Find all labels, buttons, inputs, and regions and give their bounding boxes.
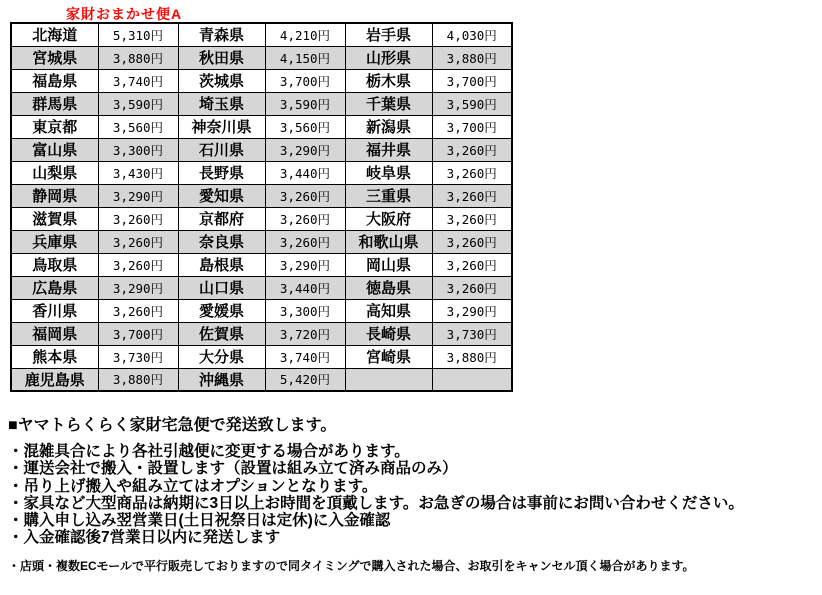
price-cell: 3,290円	[98, 184, 178, 207]
price-cell: 3,300円	[98, 138, 178, 161]
prefecture-cell: 茨城県	[178, 69, 265, 92]
prefecture-cell: 沖縄県	[178, 368, 265, 391]
prefecture-cell: 福島県	[11, 69, 98, 92]
shipping-notes	[8, 416, 818, 574]
price-cell: 3,720円	[265, 322, 345, 345]
shipping-note-bullet: ・運送会社で搬入・設置します（設置は組み立て済み商品のみ）	[8, 460, 458, 478]
prefecture-cell: 栃木県	[345, 69, 432, 92]
table-row	[11, 69, 512, 92]
prefecture-cell: 千葉県	[345, 92, 432, 115]
prefecture-fee-table	[10, 22, 513, 392]
price-cell: 3,700円	[265, 69, 345, 92]
price-cell: 3,880円	[432, 345, 512, 368]
prefecture-cell: 滋賀県	[11, 207, 98, 230]
prefecture-cell: 山梨県	[11, 161, 98, 184]
prefecture-cell: 京都府	[178, 207, 265, 230]
prefecture-cell: 愛媛県	[178, 299, 265, 322]
table-row	[11, 299, 512, 322]
price-cell: 3,260円	[265, 207, 345, 230]
prefecture-cell: 山口県	[178, 276, 265, 299]
price-cell: 3,730円	[98, 345, 178, 368]
prefecture-cell: 岩手県	[345, 23, 432, 46]
prefecture-cell: 北海道	[11, 23, 98, 46]
price-cell: 3,260円	[98, 253, 178, 276]
table-row	[11, 276, 512, 299]
price-cell: 3,740円	[98, 69, 178, 92]
price-cell: 3,260円	[98, 230, 178, 253]
price-cell: 3,700円	[432, 115, 512, 138]
prefecture-cell: 徳島県	[345, 276, 432, 299]
prefecture-cell: 富山県	[11, 138, 98, 161]
price-cell: 3,590円	[265, 92, 345, 115]
price-cell: 3,260円	[432, 184, 512, 207]
prefecture-cell: 鹿児島県	[11, 368, 98, 391]
price-cell: 3,260円	[432, 253, 512, 276]
table-row	[11, 138, 512, 161]
prefecture-cell: 埼玉県	[178, 92, 265, 115]
prefecture-cell: 宮城県	[11, 46, 98, 69]
price-cell: 4,030円	[432, 23, 512, 46]
price-cell: 3,260円	[432, 230, 512, 253]
prefecture-cell: 静岡県	[11, 184, 98, 207]
prefecture-cell: 福岡県	[11, 322, 98, 345]
prefecture-cell: 鳥取県	[11, 253, 98, 276]
price-cell	[432, 368, 512, 391]
prefecture-cell: 岐阜県	[345, 161, 432, 184]
prefecture-cell: 秋田県	[178, 46, 265, 69]
prefecture-cell: 三重県	[345, 184, 432, 207]
price-cell: 5,420円	[265, 368, 345, 391]
prefecture-cell: 兵庫県	[11, 230, 98, 253]
price-cell: 3,260円	[432, 207, 512, 230]
price-cell: 3,260円	[432, 138, 512, 161]
shipping-notes-bullets	[8, 443, 818, 547]
table-row	[11, 345, 512, 368]
price-cell: 3,260円	[432, 276, 512, 299]
price-cell: 4,210円	[265, 23, 345, 46]
price-cell: 3,430円	[98, 161, 178, 184]
prefecture-cell: 大阪府	[345, 207, 432, 230]
prefecture-cell: 香川県	[11, 299, 98, 322]
shipping-note-bullet: ・入金確認後7営業日以内に発送します	[8, 529, 281, 547]
price-cell: 3,290円	[265, 138, 345, 161]
price-cell: 3,300円	[265, 299, 345, 322]
table-row	[11, 207, 512, 230]
table-row	[11, 322, 512, 345]
shipping-note-bullet: ・購入申し込み翌営業日(土日祝祭日は定休)に入金確認	[8, 512, 391, 530]
price-cell: 3,560円	[265, 115, 345, 138]
prefecture-cell: 山形県	[345, 46, 432, 69]
shipping-notes-footnote: ・店頭・複数ECモールで平行販売しておりますので同タイミングで購入された場合、お取引をキャンセル頂く場合があります。	[8, 558, 695, 573]
prefecture-cell	[345, 368, 432, 391]
price-cell: 3,260円	[432, 161, 512, 184]
prefecture-cell: 福井県	[345, 138, 432, 161]
price-cell: 3,290円	[265, 253, 345, 276]
prefecture-cell: 石川県	[178, 138, 265, 161]
shipping-plan-title: 家財おまかせ便A	[66, 6, 183, 22]
prefecture-cell: 佐賀県	[178, 322, 265, 345]
prefecture-cell: 青森県	[178, 23, 265, 46]
price-cell: 3,590円	[98, 92, 178, 115]
price-cell: 3,880円	[98, 46, 178, 69]
price-cell: 3,880円	[98, 368, 178, 391]
prefecture-cell: 長野県	[178, 161, 265, 184]
price-cell: 3,590円	[432, 92, 512, 115]
price-cell: 3,260円	[98, 207, 178, 230]
prefecture-cell: 岡山県	[345, 253, 432, 276]
table-row	[11, 161, 512, 184]
prefecture-cell: 奈良県	[178, 230, 265, 253]
prefecture-cell: 愛知県	[178, 184, 265, 207]
table-row	[11, 368, 512, 391]
table-row	[11, 184, 512, 207]
prefecture-cell: 神奈川県	[178, 115, 265, 138]
prefecture-cell: 長崎県	[345, 322, 432, 345]
price-cell: 3,730円	[432, 322, 512, 345]
shipping-notes-heading: ■ヤマトらくらく家財宅急便で発送致します。	[8, 417, 337, 434]
price-cell: 3,290円	[432, 299, 512, 322]
prefecture-cell: 高知県	[345, 299, 432, 322]
price-cell: 3,440円	[265, 161, 345, 184]
shipping-note-bullet: ・吊り上げ搬入や組み立てはオプションとなります。	[8, 477, 378, 495]
prefecture-cell: 熊本県	[11, 345, 98, 368]
price-cell: 4,150円	[265, 46, 345, 69]
shipping-note-bullet: ・家具など大型商品は納期に3日以上お時間を頂戴します。お急ぎの場合は事前にお問い合わせください。	[8, 494, 744, 512]
price-cell: 3,440円	[265, 276, 345, 299]
price-cell: 3,740円	[265, 345, 345, 368]
table-row	[11, 115, 512, 138]
prefecture-cell: 新潟県	[345, 115, 432, 138]
shipping-note-bullet: ・混雑具合により各社引越便に変更する場合があります。	[8, 443, 410, 460]
price-cell: 3,560円	[98, 115, 178, 138]
price-cell: 3,260円	[265, 184, 345, 207]
price-cell: 3,260円	[98, 299, 178, 322]
prefecture-fee-table-body	[11, 23, 512, 391]
table-row	[11, 46, 512, 69]
prefecture-cell: 和歌山県	[345, 230, 432, 253]
prefecture-cell: 大分県	[178, 345, 265, 368]
price-cell: 3,880円	[432, 46, 512, 69]
table-row	[11, 253, 512, 276]
table-row	[11, 230, 512, 253]
prefecture-cell: 宮崎県	[345, 345, 432, 368]
table-row	[11, 23, 512, 46]
table-row	[11, 92, 512, 115]
prefecture-cell: 群馬県	[11, 92, 98, 115]
prefecture-cell: 東京都	[11, 115, 98, 138]
price-cell: 3,700円	[432, 69, 512, 92]
price-cell: 3,700円	[98, 322, 178, 345]
prefecture-cell: 広島県	[11, 276, 98, 299]
prefecture-cell: 島根県	[178, 253, 265, 276]
price-cell: 5,310円	[98, 23, 178, 46]
price-cell: 3,260円	[265, 230, 345, 253]
price-cell: 3,290円	[98, 276, 178, 299]
